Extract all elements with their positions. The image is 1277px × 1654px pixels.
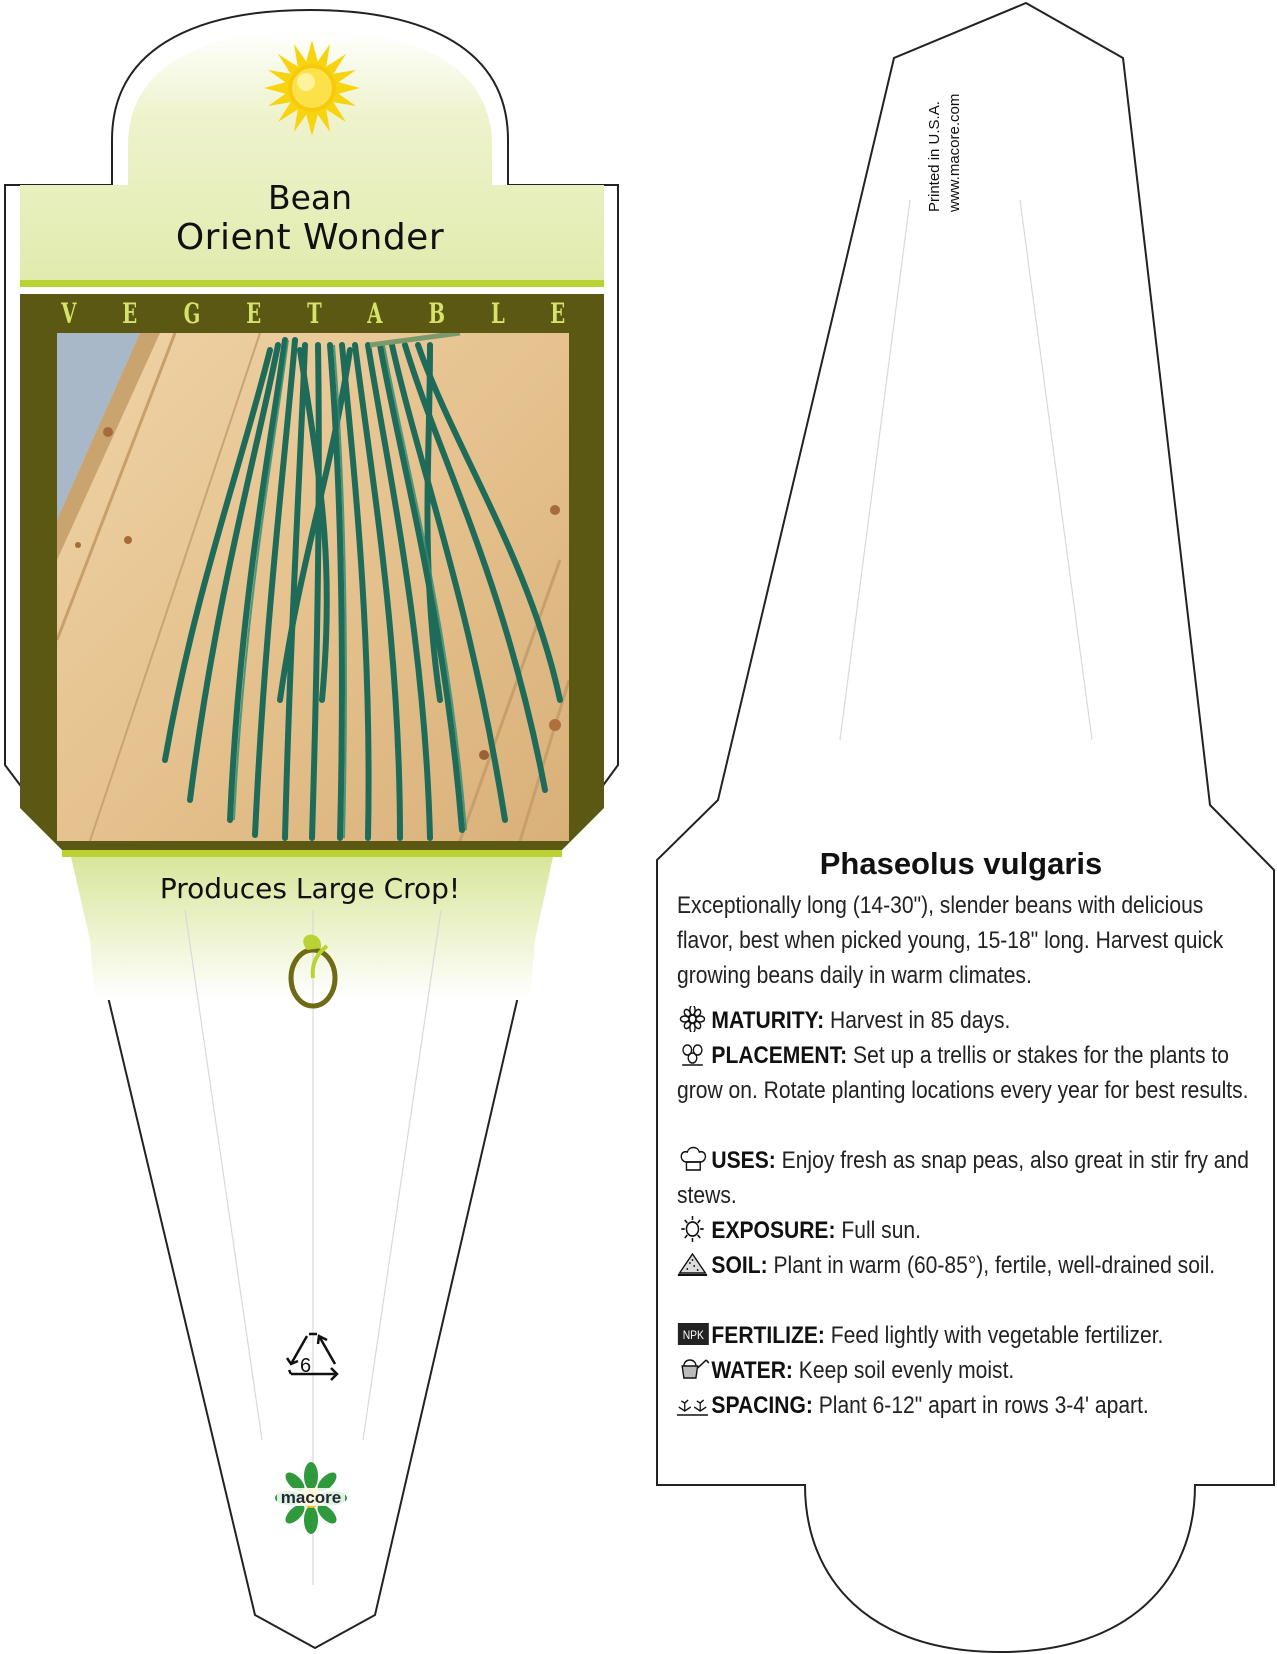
- website-line: www.macore.com: [946, 93, 963, 212]
- category-letter: L: [490, 297, 505, 330]
- printed-line-1: Printed in U.S.A.: [926, 101, 943, 212]
- sun-logo: [264, 40, 360, 136]
- category-letter: E: [246, 297, 262, 330]
- care-maturity: [677, 1003, 1262, 1038]
- care-label: SPACING:: [711, 1392, 813, 1419]
- scientific-name: Phaseolus vulgaris: [819, 846, 1103, 881]
- care-text: Plant 6-12" apart in rows 3-4' apart.: [818, 1392, 1149, 1419]
- maturity-flower-icon: [677, 1006, 711, 1032]
- care-text: Plant in warm (60-85°), fertile, well-drained soil.: [773, 1252, 1216, 1279]
- description: Exceptionally long (14-30"), slender beans with delicious flavor, best when picked young, 15-18" long. Harvest quick growing beans daily in warm climates.: [677, 892, 1224, 989]
- care-text: Harvest in 85 days.: [829, 1007, 1011, 1034]
- seedlings-icon: [677, 1391, 711, 1417]
- care-uses: [677, 1143, 1262, 1213]
- tagline: Produces Large Crop!: [159, 872, 461, 905]
- category-letter: B: [428, 297, 445, 330]
- category-letter: E: [549, 297, 565, 330]
- npk-icon: [677, 1321, 711, 1347]
- care-water: [677, 1353, 1262, 1388]
- category-letter: V: [61, 297, 77, 330]
- care-text: Keep soil evenly moist.: [798, 1357, 1015, 1384]
- soil-pile-icon: [677, 1251, 711, 1277]
- care-label: SOIL:: [711, 1252, 768, 1279]
- printed-in-note: [925, 94, 965, 212]
- recycle-code: 6: [300, 1355, 312, 1377]
- care-label: MATURITY:: [711, 1007, 825, 1034]
- care-label: PLACEMENT:: [711, 1042, 848, 1069]
- npk-label: NPK: [682, 1329, 704, 1343]
- care-text: Set up a trellis or stakes for the plants to grow on. Rotate planting locations every year for best results.: [677, 1042, 1249, 1104]
- care-label: FERTILIZE:: [711, 1322, 825, 1349]
- care-label: USES:: [711, 1147, 776, 1174]
- placement-flower-icon: [677, 1041, 711, 1067]
- care-text: Enjoy fresh as snap peas, also great in stir fry and stews.: [677, 1147, 1249, 1209]
- care-soil: [677, 1248, 1262, 1283]
- sun-icon: [677, 1216, 711, 1242]
- care-label: WATER:: [711, 1357, 793, 1384]
- variety-name: Orient Wonder: [175, 217, 445, 258]
- category-letter: G: [183, 297, 201, 330]
- care-fertilize: [677, 1318, 1262, 1353]
- care-spacing: [677, 1388, 1262, 1423]
- care-label: EXPOSURE:: [711, 1217, 836, 1244]
- care-text: Full sun.: [841, 1217, 921, 1244]
- care-exposure: [677, 1213, 1262, 1248]
- category-letter: T: [306, 297, 322, 330]
- category-letter: E: [122, 297, 138, 330]
- chef-hat-icon: [677, 1146, 711, 1172]
- common-name: Bean: [267, 178, 353, 217]
- category-letter: A: [366, 297, 383, 330]
- brand-name: macore: [280, 1488, 342, 1507]
- category-label: [58, 297, 568, 330]
- care-text: Feed lightly with vegetable fertilizer.: [830, 1322, 1164, 1349]
- watering-can-icon: [677, 1356, 711, 1382]
- care-placement: [677, 1038, 1262, 1108]
- bean-photo: [57, 333, 569, 841]
